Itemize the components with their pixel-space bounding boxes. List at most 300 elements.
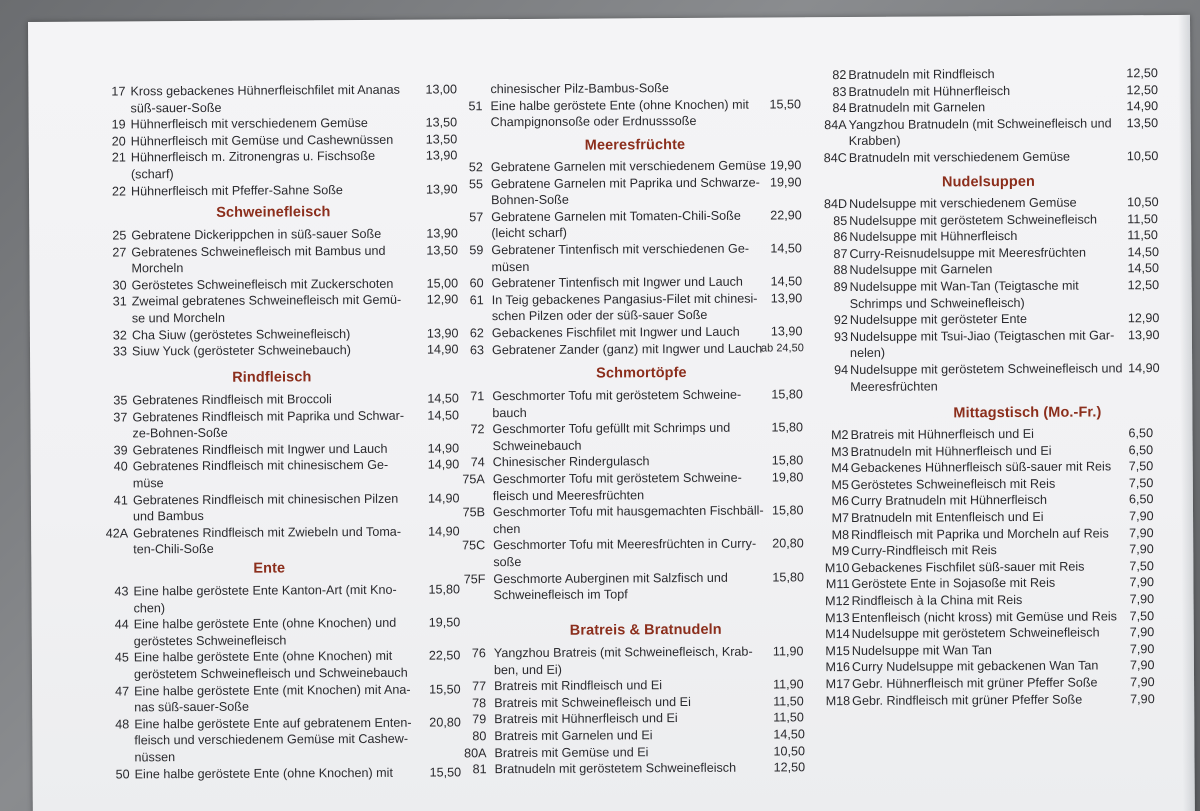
menu-item-number: M17 [825,676,851,692]
menu-item [53,523,468,559]
menu-item-number: 21 [111,150,126,165]
menu-item-number: 75B [462,505,486,520]
menu-item-price: 11,50 [773,710,804,725]
menu-item [53,457,468,493]
menu-item-price: 7,90 [1129,592,1155,607]
menu-item-number: 17 [111,84,126,99]
menu-item-text: Bratreis mit Gemüse und Ei [494,744,649,760]
menu-item-text: ten-Chili-Soße [133,542,214,557]
menu-item-text: Schweinebauch [492,438,582,453]
menu-item-text: Gebratenes Rindfleisch mit Zwiebeln und Toma- [133,524,402,541]
menu-item-text: Bratreis mit Hühnerfleisch und Ei [494,711,678,727]
menu-item [437,569,812,604]
menu-item-text: Nudelsuppe mit Wan-Tan (Teigtasche mit [849,278,1079,294]
menu-item [436,419,811,454]
menu-item-number: M10 [824,560,850,575]
menu-item-text: In Teig gebackenes Pangasius-Filet mit chinesi- [491,291,758,307]
menu-item-number: M18 [825,693,851,708]
menu-item-text: Nudelsuppe mit Tsui-Jiao (Teigtaschen mit Gar- [849,328,1115,344]
menu-item-price: 19,90 [769,174,802,190]
menu-item-text: Nudelsuppe mit geröstetem Schweinefleisch und [850,361,1123,377]
menu-item-price: 15,00 [426,276,459,291]
menu-item-number: 80 [472,729,487,744]
menu-item [787,115,1167,151]
menu-item [52,292,467,328]
menu-item-number: 25 [112,228,127,243]
menu-item [787,148,1167,167]
menu-item-price: 7,90 [1129,542,1154,557]
menu-item-number: M16 [825,660,851,675]
menu-item-text: Gebratener Tintenfisch mit verschiedenen Ge- [491,241,750,258]
menu-item-price: 15,80 [771,453,804,468]
menu-item [54,615,469,651]
menu-item [53,581,468,617]
menu-item-text: Geröstetes Schweinefleisch mit Zuckerschoten [131,276,394,293]
menu-item-number: M8 [831,527,850,542]
menu-item-price: 13,90 [426,325,459,341]
menu-item-number: 81 [472,762,487,777]
menu-item-price: 13,50 [425,132,458,147]
menu-item-text: Bratnudeln mit Entenfleisch und Ei [851,509,1044,525]
menu-item-number: 84 [832,101,847,116]
menu-item-text: Eine halbe geröstete Ente Kanton-Art (mit Kno- [133,582,397,599]
menu-item-number: 43 [114,584,129,599]
menu-item-price: 13,50 [426,242,458,258]
menu-item-text: Bratreis mit Rindfleisch und Ei [494,678,663,694]
menu-item-number: M12 [825,593,850,609]
menu-item [52,407,467,443]
menu-item-number: 75A [462,472,485,487]
menu-item-text: Nudelsuppe mit geröstetem Schweinefleisch [849,212,1098,228]
menu-item-text: Yangzhou Bratreis (mit Schweinefleisch, Krab- [493,644,753,661]
menu-item-text: Meeresfrüchten [850,379,938,394]
menu-item-number: 72 [470,422,485,437]
menu-item-text: schen Pilzen oder der süß-sauer Soße [491,308,708,324]
menu-item-number: M13 [825,610,850,625]
menu-item-number: 76 [471,646,486,661]
menu-item-text: Rindfleisch à la China mit Reis [851,592,1023,608]
menu-item [436,340,811,359]
menu-item-text: chen) [133,600,166,615]
menu-item-price: 7,50 [1128,459,1154,474]
menu-item-text: Nudelsuppe mit Wan Tan [851,642,992,658]
menu-item [437,536,812,571]
menu-item-text: Siuw Yuck (gerösteter Schweinebauch) [131,343,351,359]
menu-item-price: 6,50 [1128,426,1154,441]
menu-item-text: Bohnen-Soße [491,192,569,208]
menu-item-text: Bratnudeln mit Hühnerfleisch und Ei [850,443,1052,459]
menu-item-text: Geschmorter Tofu mit Meeresfrüchten in Curry- [493,536,757,553]
menu-item [788,327,1168,363]
menu-item-price: 11,50 [1127,211,1158,226]
menu-item-text: Gebratener Zander (ganz) mit Ingwer und Lauch [491,341,763,357]
menu-item-text: Geschmorter Tofu gefüllt mit Schrimps und [492,420,731,437]
menu-item-text: Gebratene Dickerippchen in süß-sauer Soße [131,226,382,243]
menu-item-number: 42A [105,526,129,541]
menu-item-number: 94 [834,362,849,378]
menu-item-text: se und Morcheln [131,310,225,326]
menu-item-price: 14,50 [427,407,459,423]
menu-item [436,290,811,325]
menu-item-price: 7,90 [1129,525,1154,540]
menu-item [788,360,1168,396]
menu-item-text: müse [132,476,164,491]
menu-item-number: M4 [831,461,849,476]
menu-item-price: 15,50 [429,681,461,697]
menu-item [437,469,812,504]
menu-item-price: 11,50 [773,694,804,709]
menu-column-3 [786,15,1181,811]
menu-item-number: 39 [113,443,128,458]
menu-item-text: Nudelsuppe mit Garnelen [849,262,993,278]
menu-item-number: 89 [833,279,848,295]
menu-item [435,207,810,242]
menu-item-text: Gebackenes Fischfilet süß-sauer mit Reis [851,559,1085,575]
menu-item [52,342,467,361]
menu-item-text: ben, und Ei) [493,662,562,677]
menu-item-text: Entenfleisch (nicht kross) mit Gemüse und Reis [851,608,1117,625]
menu-item-number: 84C [823,151,847,166]
menu-item-text: Eine halbe geröstete Ente (ohne Knochen) und [133,615,397,632]
menu-item-number: 35 [113,393,128,408]
menu-item-number: 84D [823,196,848,212]
menu-item-number: M3 [831,444,849,459]
menu-item-price: 11,50 [1127,228,1158,243]
menu-item-price: 14,50 [427,391,459,406]
menu-item [54,648,469,684]
menu-item-price: 13,00 [425,82,457,97]
menu-item-text: Krabben) [848,134,901,149]
menu-item [437,502,812,537]
menu-item-price: 15,50 [429,764,462,780]
menu-item-text: Schrimps und Schweinefleisch) [849,295,1025,311]
menu-item-price: 7,50 [1129,558,1154,574]
menu-item-number: 27 [112,244,127,260]
menu-item-number: 48 [115,717,130,732]
menu-item [54,714,469,766]
menu-item-text: süß-sauer-Soße [130,100,222,115]
menu-item-text: Bratreis mit Hühnerfleisch und Ei [850,426,1034,442]
menu-item-text: Hühnerfleisch mit Gemüse und Cashewnüssen [130,132,394,149]
menu-item-text: Eine halbe geröstete Ente (mit Knochen) mit Ana- [134,682,411,698]
menu-item-price: 13,90 [425,148,458,163]
menu-item-price: 7,90 [1129,625,1155,640]
menu-item-price: 13,90 [770,324,803,339]
section-heading-meer: Meeresfrüchte [584,136,686,154]
menu-item [50,81,465,117]
menu-item-number: 33 [112,344,128,359]
menu-item [790,691,1170,710]
menu-item-text: Schweinefleisch im Topf [493,587,628,603]
menu-item-price: 7,90 [1128,509,1154,524]
menu-item [54,681,469,717]
menu-item-number: 52 [468,160,483,175]
menu-item-text: chen [493,521,521,536]
menu-item-text: Geschmorter Tofu mit geröstetem Schweine- [492,387,742,404]
menu-item-number: 22 [111,183,127,199]
menu-item-number: 83 [832,84,847,99]
menu-item-price: 10,50 [1127,195,1159,210]
menu-item-text: Nudelsuppe mit verschiedenem Gemüse [849,195,1077,211]
menu-item-text: Geröstete Ente in Sojasoße mit Reis [851,576,1056,592]
menu-item-text: Gebackenes Fischfilet mit Ingwer und Lauch [491,324,740,341]
menu-column-1 [50,19,460,811]
menu-item-number: 60 [469,276,484,291]
menu-item-text: Gebratenes Rindfleisch mit Broccoli [132,392,332,408]
menu-item [434,96,809,131]
menu-item-number: 61 [469,293,484,308]
menu-item-number: 88 [833,263,848,278]
menu-item-price: 15,80 [771,387,803,402]
menu-item-text: Yangzhou Bratnudeln (mit Schweinefleisch und [848,116,1112,132]
menu-item-number: 44 [114,617,129,632]
menu-item-text: nelen) [849,346,886,361]
menu-item-text: Geschmorter Tofu mit geröstetem Schweine- [492,470,742,487]
menu-item [435,174,810,209]
menu-item-number: 84A [824,117,847,132]
menu-item-text: Geschmorte Auberginen mit Salzfisch und [493,570,728,586]
menu-item-price: 15,50 [769,96,802,112]
menu-item [788,277,1168,313]
menu-column-2 [434,17,819,811]
menu-item-number: 50 [115,766,130,782]
menu-item-price: 13,90 [426,226,458,241]
menu-item-text: (scharf) [130,167,174,182]
menu-item-number: 82 [832,68,847,83]
menu-item [436,386,811,421]
menu-item-price: 13,90 [425,181,458,197]
menu-item-text: Bratnudeln mit Garnelen [848,100,986,116]
menu-item-number: M6 [831,494,849,509]
menu-item-text: Champignonsoße oder Erdnusssoße [490,114,697,130]
menu-item [53,490,468,526]
laminate-edge [1178,15,1195,811]
menu-item-number: 75C [462,538,486,553]
menu-item-price: 7,50 [1129,608,1155,623]
menu-item-number: 55 [468,176,484,191]
section-heading-rind: Rindfleisch [232,369,312,386]
menu-item-number: 92 [833,313,848,328]
menu-item-price: 14,90 [427,457,460,472]
menu-item-price: 12,50 [1126,66,1158,81]
menu-item-price: 7,50 [1128,475,1154,491]
menu-item-price: 19,80 [771,470,804,485]
menu-item-price: ab 24,50 [760,341,804,355]
menu-item-text: Bratnudeln mit Hühnerfleisch [848,83,1011,99]
menu-item-price: 19,50 [428,615,461,630]
menu-item-number: 57 [469,210,484,225]
menu-item-text: Kross gebackenes Hühnerfleischfilet mit Ananas [130,82,400,99]
menu-item-price: 12,50 [1127,278,1160,293]
menu-item-text: müsen [491,259,530,274]
menu-item-text: geröstetem Schweinefleisch und Schweinebauch [133,665,408,682]
menu-item-price: 22,50 [428,648,461,663]
menu-item-text: Bratreis mit Garnelen und Ei [494,728,653,744]
menu-item-number: 59 [469,243,484,258]
menu-item-text: chinesischer Pilz-Bambus-Soße [490,81,669,97]
menu-item-text: Gebratene Garnelen mit Paprika und Schwarze- [490,175,760,191]
menu-item-text: Gebratener Tintenfisch mit Ingwer und Lauch [491,274,743,291]
menu-item-price: 13,90 [1127,327,1160,343]
menu-item-price: 13,90 [770,291,803,306]
menu-item-price: 12,90 [426,292,459,307]
menu-item-price: 12,50 [773,760,806,775]
menu-item-price: 10,50 [1126,149,1159,164]
menu-item-number: 32 [112,327,127,343]
menu-item-text: Gebratenes Schweinefleisch mit Bambus und [131,243,386,259]
section-heading-schwein: Schweinefleisch [216,204,331,221]
menu-item-price: 14,50 [770,241,802,256]
menu-item-text: Curry-Reisnudelsuppe mit Meeresfrüchten [849,245,1087,261]
menu-item-number: 74 [470,455,485,470]
menu-item-text: Curry-Rindfleisch mit Reis [851,543,997,559]
menu-item-text: Curry Nudelsuppe mit gebackenen Wan Tan [851,658,1099,675]
menu-item-text: Nudelsuppe mit gerösteter Ente [849,312,1028,328]
menu-item-text: Hühnerfleisch m. Zitronengras u. Fischsoße [130,149,376,165]
menu-item-number: 75F [463,571,486,586]
menu-item [51,242,466,278]
menu-item-number: 20 [111,134,126,149]
menu-item-text: Gebr. Hühnerfleisch mit grüner Pfeffer Soße [852,675,1098,691]
menu-item-number: 78 [472,696,487,711]
menu-item-text: Nudelsuppe mit geröstetem Schweinefleisch [851,625,1100,642]
menu-item-price: 7,90 [1129,641,1155,657]
menu-item-number: M11 [825,577,850,592]
menu-item-number: 41 [113,492,128,508]
menu-item-text: Geröstetes Schweinefleisch mit Reis [850,476,1056,492]
menu-item-text: Gebackenes Hühnerfleisch süß-sauer mit Reis [850,459,1112,476]
menu-item-price: 7,90 [1129,658,1155,673]
menu-item [51,181,466,200]
menu-item-price: 15,80 [772,569,804,585]
menu-item-number: 62 [469,326,484,341]
menu-item-number: M7 [831,510,850,526]
menu-item [439,759,814,778]
menu-item-text: Geschmorter Tofu mit hausgemachten Fischbäll- [492,503,764,520]
menu-item-number: 40 [113,459,128,474]
menu-item-text: Eine halbe geröstete Ente (ohne Knochen) mit [133,649,393,665]
menu-item-price: 12,50 [1126,82,1158,97]
menu-item-price: 15,80 [428,582,461,597]
menu-item-price: 10,50 [773,743,806,759]
menu-item-number: M15 [825,643,850,658]
menu-item-text: Gebratene Garnelen mit verschiedenem Gemüse [490,158,767,175]
menu-item-price: 14,50 [770,274,803,289]
menu-item-price: 15,80 [771,420,804,435]
menu-item-number: 63 [469,342,485,357]
menu-item [438,643,813,678]
menu-item-number: 79 [472,712,487,727]
menu-item-text: Gebratenes Rindfleisch mit Ingwer und Lauch [132,441,388,458]
menu-item-number: 86 [833,230,848,245]
menu-item-number: 19 [111,117,126,132]
menu-item-price: 14,90 [1126,99,1159,114]
menu-item-price: 20,80 [772,536,804,551]
section-heading-schmor: Schmortöpfe [596,364,687,382]
menu-item-text: Morcheln [131,261,184,276]
menu-item-price: 14,90 [427,490,460,506]
menu-item-text: Gebratenes Rindfleisch mit chinesischem Ge- [132,458,389,474]
menu-item-price: 14,90 [427,441,460,456]
menu-item-number: M2 [830,427,849,443]
menu-item-price: 20,80 [429,715,461,730]
menu-item-price: 6,50 [1128,442,1154,457]
menu-item-text: Chinesischer Rindergulasch [492,454,650,470]
menu-item-price: 6,50 [1128,492,1154,507]
menu-item-text: Cha Siuw (geröstetes Schweinefleisch) [131,326,351,342]
section-heading-mittag: Mittagstisch (Mo.-Fr.) [953,404,1102,422]
menu-item-number: 47 [115,683,130,699]
menu-item-price: 14,50 [773,727,805,742]
menu-item-number: 30 [112,278,127,293]
menu-item-text: Hühnerfleisch mit verschiedenem Gemüse [130,116,368,132]
menu-item-price: 13,50 [1126,115,1159,131]
menu-item-price: 7,90 [1130,675,1155,690]
section-heading-nudel: Nudelsuppen [941,173,1035,191]
menu-item-price: 14,90 [428,524,460,539]
menu-item-text: Gebratenes Rindfleisch mit Paprika und Schwar- [132,408,405,424]
menu-item-text: Gebratene Garnelen mit Tomaten-Chili-Soße [491,208,741,224]
menu-item-price: 7,90 [1130,691,1155,706]
menu-item-text: Hühnerfleisch mit Pfeffer-Sahne Soße [130,182,343,198]
menu-item-text: ze-Bohnen-Soße [132,425,228,441]
menu-item-number: 87 [833,246,848,261]
menu-item-price: 12,90 [1127,311,1160,326]
menu-item-number: 77 [472,679,487,694]
menu-item-number: M14 [825,627,850,642]
menu-item-text: geröstetes Schweinefleisch [133,633,287,649]
menu-item-number: 51 [468,98,483,113]
menu-item-number: M9 [831,544,850,559]
menu-item-text: Curry Bratnudeln mit Hühnerfleisch [850,493,1047,509]
menu-item-text: soße [493,554,522,570]
menu-item-price: 14,90 [1128,361,1160,376]
menu-item-price: 13,50 [425,115,458,130]
menu-item-text: Eine halbe geröstete Ente (ohne Knochen) mit [134,765,393,781]
menu-item-text: Gebratenes Rindfleisch mit chinesischen Pilzen [132,491,399,507]
menu-item-number: 85 [833,213,848,228]
menu-item [55,764,470,783]
menu-item-text: nas süß-sauer-Soße [134,699,250,715]
menu-item-text: fleisch und Meeresfrüchten [492,487,645,503]
menu-item-price: 14,50 [1127,244,1159,260]
menu-item-number: 93 [833,329,848,344]
menu-item-text: Rindfleisch mit Paprika und Morcheln auf Reis [851,526,1109,542]
menu-item-price: 11,90 [772,644,804,659]
menu-item-number: 71 [470,389,485,404]
menu-item-number: 80A [464,745,487,760]
menu-sheet [28,15,1195,811]
menu-item-number: 37 [113,409,128,425]
menu-item-text: Eine halbe geröstete Ente auf gebratenem Enten- [134,715,412,732]
menu-item-number: M5 [831,477,849,492]
menu-item-price: 7,90 [1129,575,1155,590]
menu-item-text: Zweimal gebratenes Schweinefleisch mit Gemü- [131,293,402,309]
menu-item-text: Bratnudeln mit verschiedenem Gemüse [848,149,1071,165]
menu-item-text: Bratreis mit Schweinefleisch und Ei [494,694,691,710]
menu-item-number: 45 [114,650,129,665]
menu-item-price: 11,90 [773,677,804,692]
menu-item-text: fleisch und verschiedenem Gemüse mit Cashew- [134,732,409,748]
menu-item-text: Nudelsuppe mit Hühnerfleisch [849,229,1018,245]
menu-item-text: Eine halbe geröstete Ente (ohne Knochen) mit [490,97,749,113]
menu-item-text: Gebr. Rindfleisch mit grüner Pfeffer Soße [852,692,1083,708]
section-heading-ente: Ente [253,560,286,577]
section-heading-bratreis: Bratreis & Bratnudeln [569,621,722,639]
menu-item-price: 19,90 [769,158,802,173]
menu-item-text: Bratnudeln mit geröstetem Schweinefleisch [494,760,737,777]
menu-item-number: 31 [112,294,127,309]
